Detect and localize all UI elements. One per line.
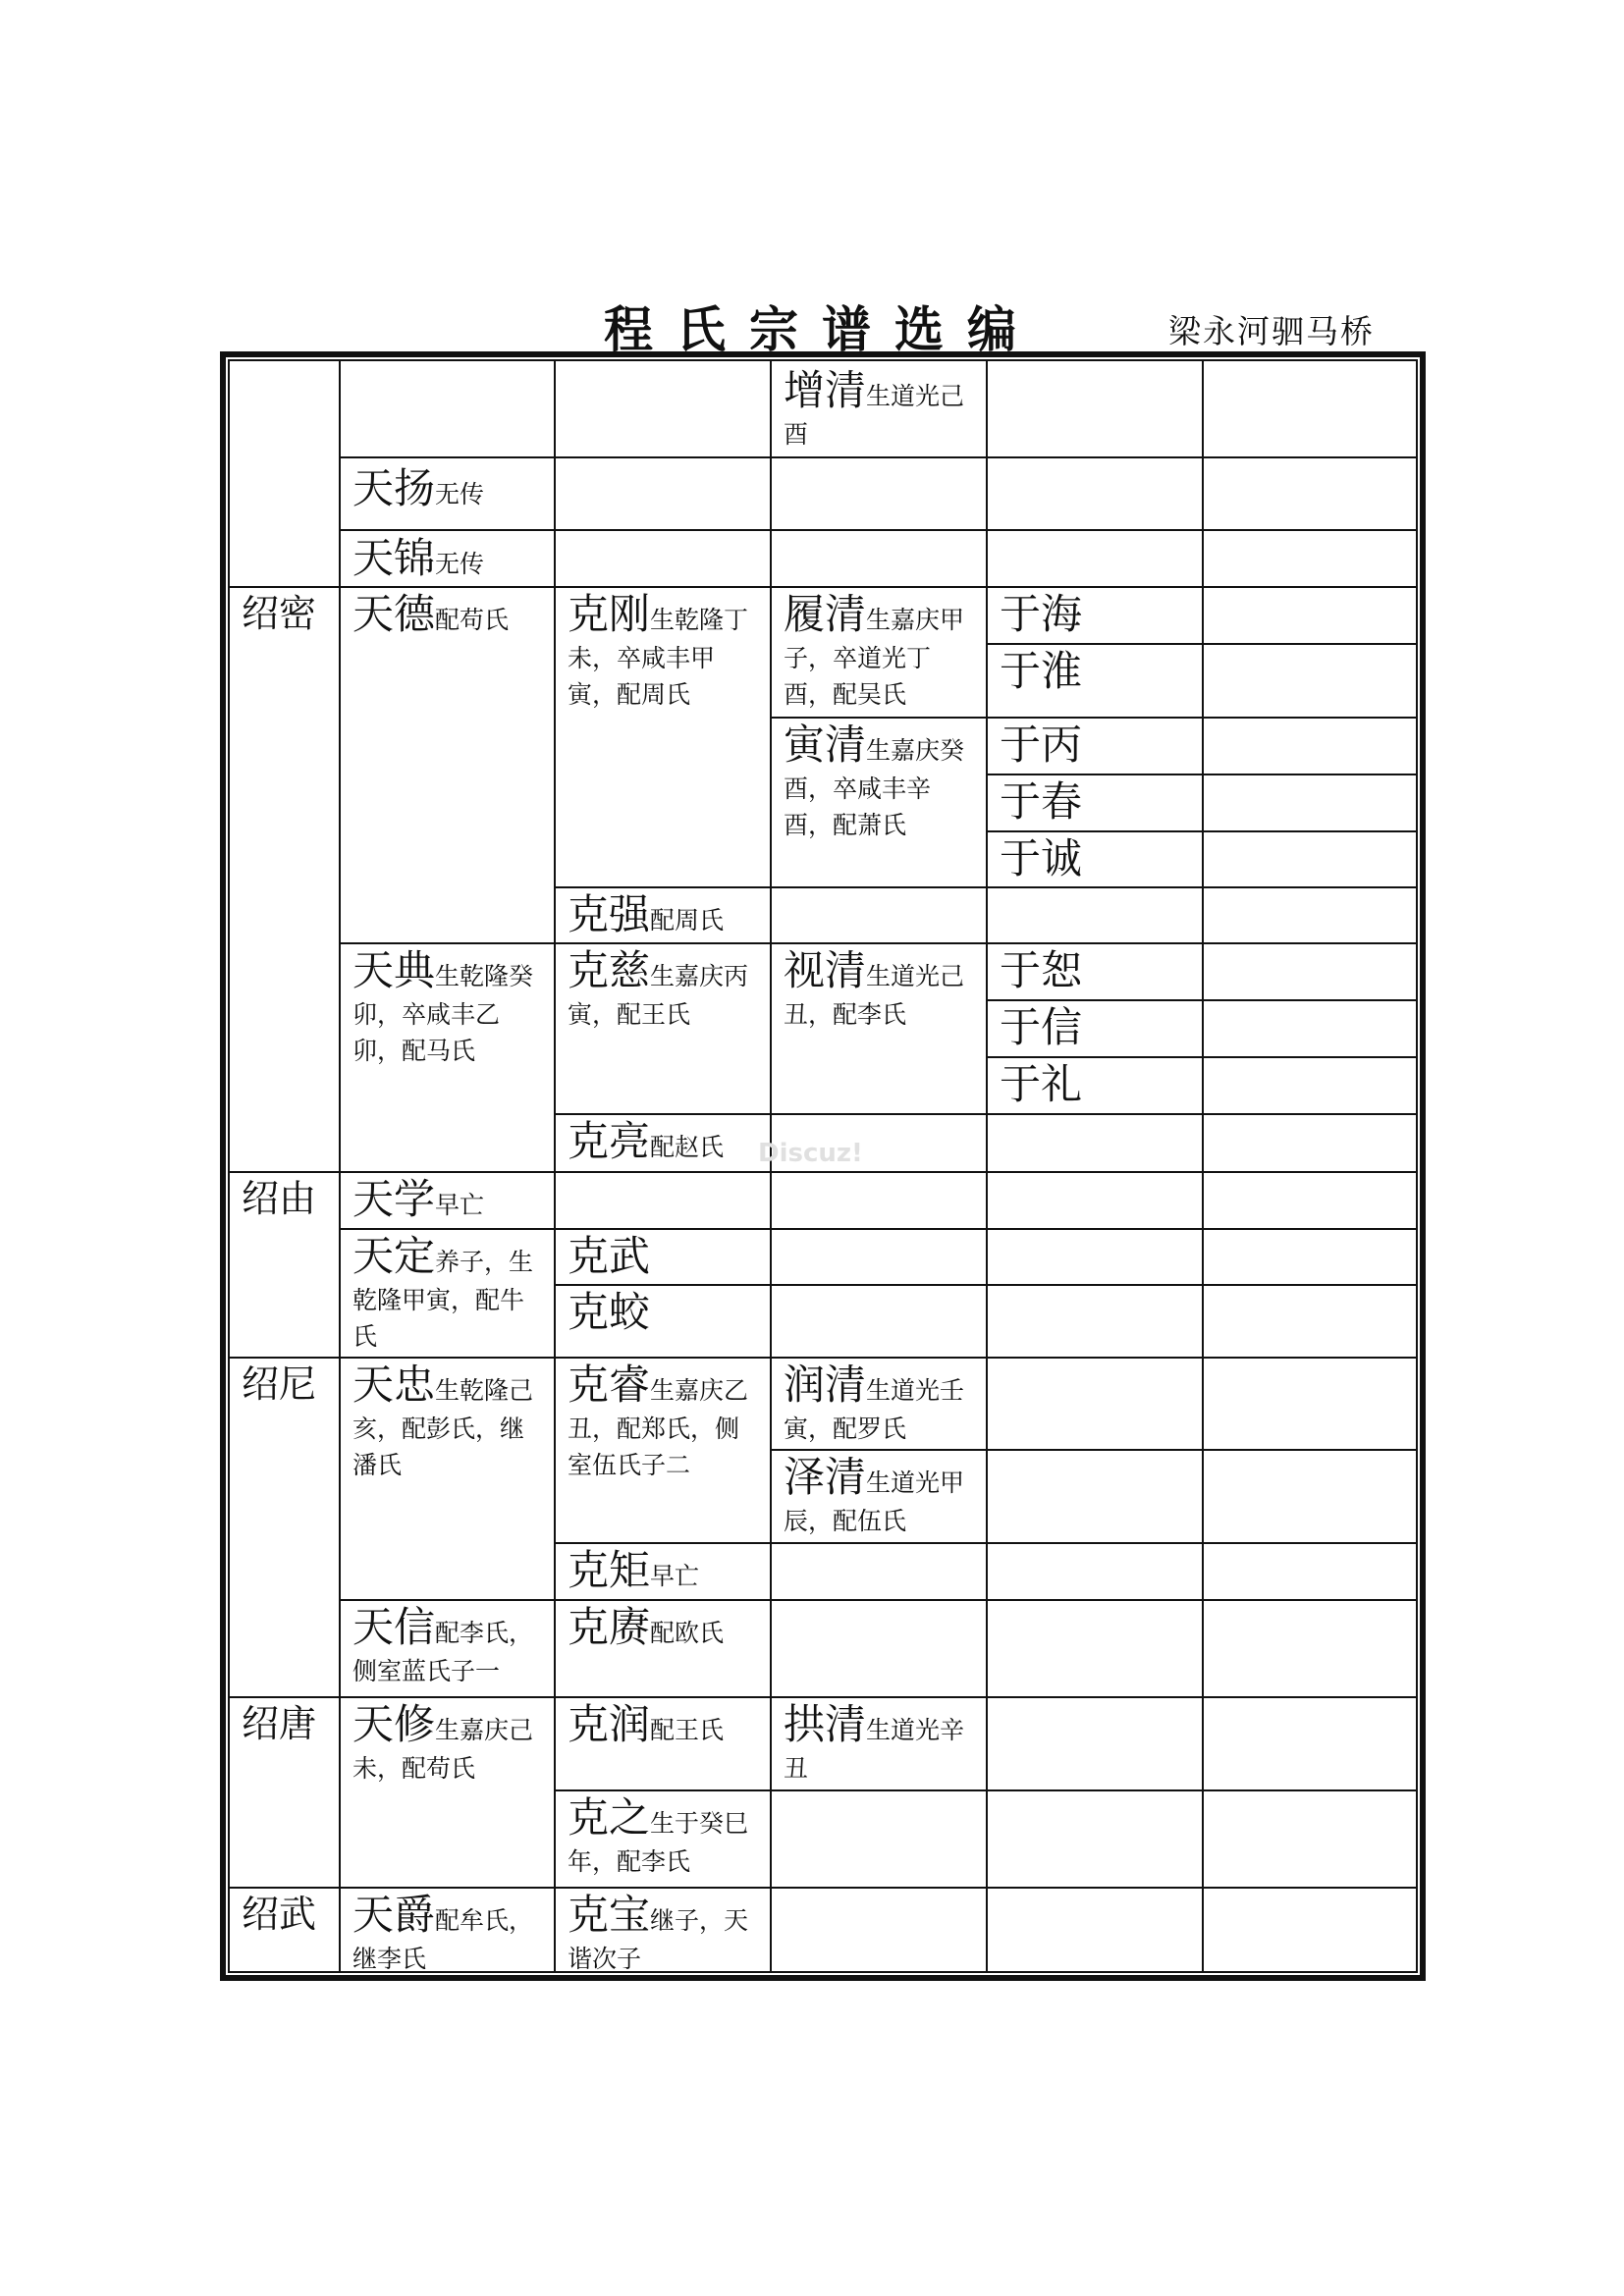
row-divider	[986, 830, 1418, 832]
person-entry	[562, 1360, 768, 1483]
person-entry	[778, 589, 984, 713]
row-divider	[986, 774, 1418, 775]
row-divider	[228, 1357, 1418, 1359]
person-note: 生乾隆癸卯，卒咸丰乙卯，配马氏	[352, 962, 534, 1065]
person-note: 配周氏	[650, 906, 725, 934]
person-name: 克之	[568, 1793, 651, 1842]
person-note: 配赵氏	[650, 1133, 725, 1161]
person-entry	[562, 1116, 768, 1167]
person-entry	[562, 1602, 768, 1653]
person-name: 克睿	[568, 1361, 651, 1409]
person-entry	[562, 945, 768, 1033]
row-divider	[228, 1887, 1418, 1889]
row-divider	[986, 643, 1418, 645]
row-divider	[986, 1056, 1418, 1058]
person-entry	[778, 1452, 984, 1539]
person-entry	[562, 889, 768, 940]
person-note: 生嘉庆丙寅，配王氏	[568, 962, 749, 1029]
person-name: 视清	[784, 946, 867, 994]
person-name: 克宝	[568, 1891, 651, 1939]
person-name: 天信	[352, 1603, 436, 1651]
person-name: 克润	[568, 1700, 651, 1748]
person-entry	[562, 1699, 768, 1750]
row-divider	[339, 1228, 1418, 1230]
person-name: 于丙	[1000, 721, 1083, 769]
person-name: 润清	[784, 1361, 867, 1409]
person-note: 无传	[435, 480, 485, 508]
person-note: 早亡	[435, 1191, 485, 1219]
row-divider	[339, 529, 1418, 531]
person-note: 生嘉庆己未，配苟氏	[352, 1716, 534, 1783]
person-entry	[347, 1890, 553, 1977]
person-name: 天典	[352, 946, 436, 994]
person-note: 配王氏	[650, 1716, 725, 1744]
column-divider	[339, 359, 341, 1973]
person-name: 于恕	[1000, 946, 1083, 994]
generation-label: 绍尼	[242, 1362, 317, 1406]
person-note: 生于癸巳年，配李氏	[568, 1809, 749, 1876]
row-divider	[339, 456, 1418, 458]
row-divider	[339, 942, 1418, 944]
column-divider	[554, 359, 556, 1973]
person-entry	[347, 463, 553, 514]
person-note: 生道光己丑，配李氏	[784, 962, 965, 1029]
person-note: 生道光壬寅，配罗氏	[784, 1376, 965, 1443]
person-entry	[347, 1174, 553, 1225]
person-entry	[778, 945, 984, 1033]
person-name: 天爵	[352, 1891, 436, 1939]
person-entry	[562, 1792, 768, 1880]
person-note: 生嘉庆甲子，卒道光丁酉，配吴氏	[784, 606, 965, 709]
person-entry	[347, 533, 553, 584]
person-name: 克强	[568, 890, 651, 938]
person-note: 无传	[435, 550, 485, 578]
column-divider	[986, 359, 988, 1973]
column-divider	[1202, 359, 1204, 1973]
person-note: 配牟氏，继李氏	[352, 1906, 534, 1973]
generation-label: 绍由	[242, 1177, 317, 1220]
row-divider	[228, 1171, 1418, 1173]
person-name: 于淮	[1000, 647, 1083, 695]
person-note: 生道光甲辰，配伍氏	[784, 1468, 965, 1535]
watermark: Discuz!	[758, 1139, 863, 1168]
person-entry	[347, 589, 553, 640]
person-name: 于礼	[1000, 1060, 1083, 1108]
person-name: 克亮	[568, 1117, 651, 1165]
person-entry	[562, 589, 768, 713]
person-name: 于海	[1000, 590, 1083, 638]
generation-label: 绍武	[242, 1893, 317, 1936]
person-name: 增清	[784, 366, 867, 414]
person-entry	[778, 720, 984, 843]
person-entry	[347, 945, 553, 1069]
person-note: 配欧氏	[650, 1619, 725, 1647]
person-name: 天学	[352, 1175, 436, 1223]
row-divider	[554, 886, 1418, 888]
person-name: 天忠	[352, 1361, 436, 1409]
person-name: 泽清	[784, 1453, 867, 1501]
person-name: 天定	[352, 1232, 436, 1280]
person-note: 配苟氏	[435, 606, 510, 634]
person-entry	[347, 1602, 553, 1689]
person-name: 于信	[1000, 1003, 1083, 1051]
person-name: 天德	[352, 590, 436, 638]
person-name: 天扬	[352, 464, 436, 512]
person-name: 克武	[568, 1232, 651, 1280]
person-note: 生嘉庆癸酉，卒咸丰辛酉，配萧氏	[784, 736, 965, 839]
row-divider	[986, 999, 1418, 1001]
person-name: 天修	[352, 1700, 436, 1748]
person-name: 履清	[784, 590, 867, 638]
row-divider	[339, 1599, 1418, 1601]
row-divider	[554, 1789, 1418, 1791]
row-divider	[228, 1696, 1418, 1698]
row-divider	[770, 717, 1418, 719]
person-name: 于春	[1000, 777, 1083, 826]
person-name: 克刚	[568, 590, 651, 638]
person-entry	[347, 1231, 553, 1355]
person-note: 生嘉庆乙丑，配郑氏，侧室伍氏子二	[568, 1376, 749, 1479]
person-note: 生乾隆己亥，配彭氏，继潘氏	[352, 1376, 534, 1479]
person-entry	[347, 1699, 553, 1787]
row-divider	[554, 1542, 1418, 1544]
person-note: 早亡	[650, 1562, 700, 1590]
person-name: 拱清	[784, 1700, 867, 1748]
person-entry	[778, 365, 984, 453]
person-name: 于诚	[1000, 834, 1083, 882]
person-name: 寅清	[784, 721, 867, 769]
compiler-credit: 梁永河驷马桥	[1168, 312, 1375, 350]
person-entry	[562, 1545, 768, 1596]
person-entry	[778, 1699, 984, 1787]
row-divider	[228, 586, 1418, 588]
person-name: 克蛟	[568, 1288, 651, 1336]
person-name: 克矩	[568, 1546, 651, 1594]
person-note: 配李氏，侧室蓝氏子一	[352, 1619, 534, 1685]
person-note: 继子，天谐次子	[568, 1906, 749, 1973]
row-divider	[770, 1449, 1418, 1451]
person-name: 天锦	[352, 534, 436, 582]
person-name: 克赓	[568, 1603, 651, 1651]
generation-label: 绍密	[242, 592, 317, 635]
person-note: 生道光辛丑	[784, 1716, 965, 1783]
person-entry	[347, 1360, 553, 1483]
generation-label: 绍唐	[242, 1702, 317, 1745]
person-note: 养子，生乾隆甲寅，配牛氏	[352, 1248, 534, 1351]
person-note: 生道光己酉	[784, 382, 965, 449]
row-divider	[554, 1284, 1418, 1286]
person-entry	[562, 1890, 768, 1977]
row-divider	[554, 1113, 1418, 1115]
person-name: 克慈	[568, 946, 651, 994]
person-entry	[778, 1360, 984, 1447]
page-title: 程氏宗谱选编	[604, 301, 1040, 358]
person-note: 生乾隆丁未，卒咸丰甲寅，配周氏	[568, 606, 749, 709]
